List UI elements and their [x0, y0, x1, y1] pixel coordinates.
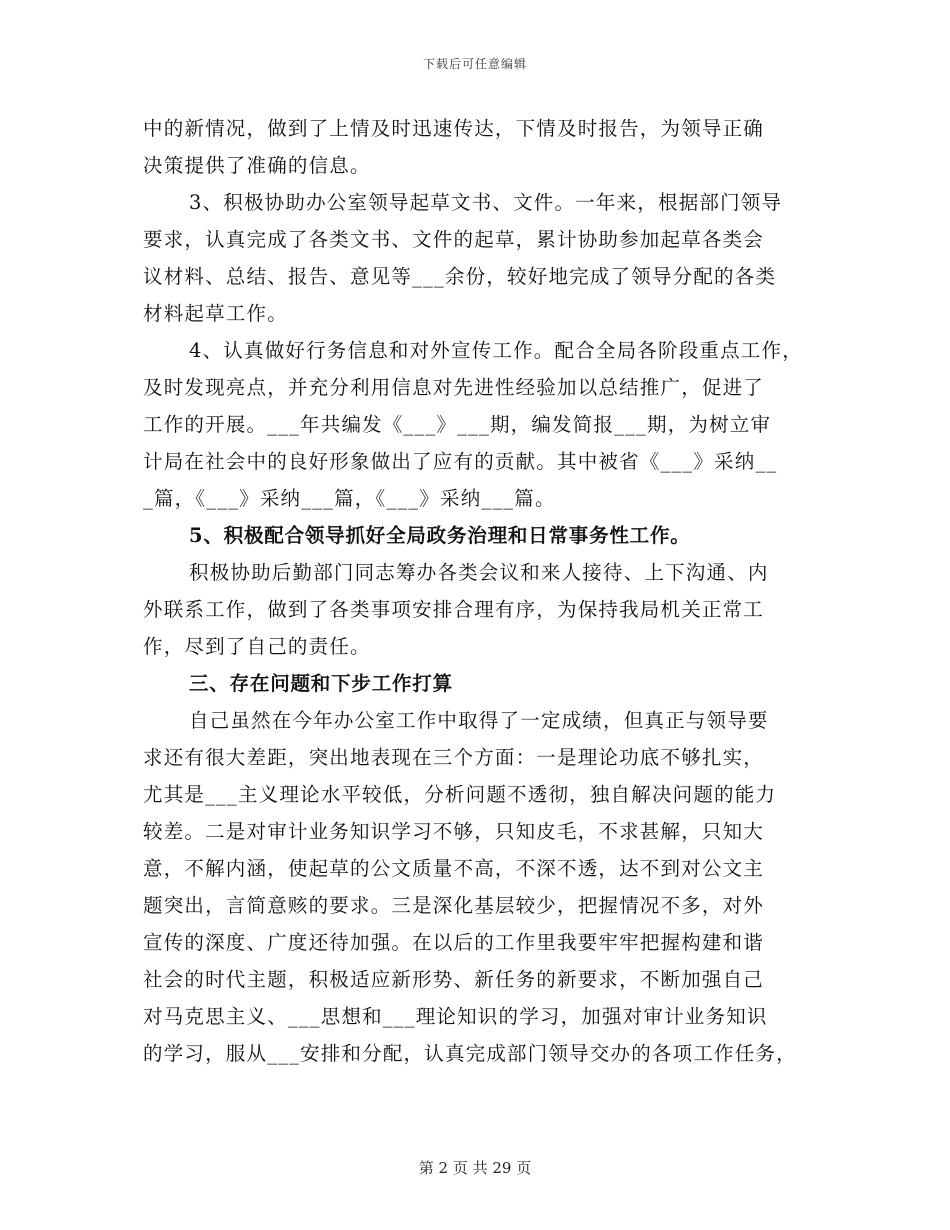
paragraph-line: 尤其是___主义理论水平较低，分析问题不透彻，独自解决问题的能力	[143, 783, 777, 806]
paragraph-line: 题突出，言简意赅的要求。三是深化基层较少，把握情况不多，对外	[143, 894, 765, 917]
paragraph-line: 工作的开展。___年共编发《___》___期，编发简报___期，为树立审	[143, 413, 772, 436]
paragraph-line: 自己虽然在今年办公室工作中取得了一定成绩，但真正与领导要	[189, 709, 769, 732]
paragraph-line: 及时发现亮点，并充分利用信息对先进性经验加以总结推广，促进了	[143, 376, 765, 399]
document-body	[143, 110, 818, 1072]
paragraph-line: 宣传的深度、广度还待加强。在以后的工作里我要牢牢把握构建和谐	[143, 931, 765, 954]
paragraph-line: 作，尽到了自己的责任。	[143, 635, 371, 658]
paragraph-line: 的学习，服从___安排和分配，认真完成部门领导交办的各项工作任务，	[143, 1042, 797, 1065]
paragraph-line: 要求，认真完成了各类文书、文件的起草，累计协助参加起草各类会	[143, 228, 765, 251]
section-heading: 5、积极配合领导抓好全局政务治理和日常事务性工作。	[189, 524, 691, 547]
page-number: 第 2 页 共 29 页	[418, 1159, 532, 1177]
paragraph-line: _篇，《___》采纳___篇，《___》采纳___篇。	[143, 487, 556, 510]
paragraph-line: 求还有很大差距，突出地表现在三个方面：一是理论功底不够扎实，	[143, 746, 765, 769]
page-header: 下载后可任意编辑	[422, 57, 527, 71]
paragraph-line: 计局在社会中的良好形象做出了应有的贡献。其中被省《___》采纳__	[143, 450, 778, 473]
paragraph-line: 社会的时代主题，积极适应新形势、新任务的新要求，不断加强自己	[143, 968, 765, 991]
paragraph-line: 3、积极协助办公室领导起草文书、文件。一年来，根据部门领导	[189, 191, 783, 214]
paragraph-line: 对马克思主义、___思想和___理论知识的学习，加强对审计业务知识	[143, 1005, 768, 1028]
paragraph-line: 意，不解内涵，使起草的公文质量不高，不深不透，达不到对公文主	[143, 857, 765, 880]
paragraph-line: 4、认真做好行务信息和对外宣传工作。配合全局各阶段重点工作，	[189, 339, 803, 362]
paragraph-line: 较差。二是对审计业务知识学习不够，只知皮毛，不求甚解，只知大	[143, 820, 765, 843]
paragraph-line: 材料起草工作。	[143, 302, 288, 325]
paragraph-line: 中的新情况，做到了上情及时迅速传达，下情及时报告，为领导正确	[143, 117, 765, 140]
section-heading: 三、存在问题和下步工作打算	[189, 672, 453, 695]
paragraph-line: 议材料、总结、报告、意见等___余份，较好地完成了领导分配的各类	[143, 265, 777, 288]
paragraph-line: 外联系工作，做到了各类事项安排合理有序，为保持我局机关正常工	[143, 598, 765, 621]
paragraph-line: 积极协助后勤部门同志筹办各类会议和来人接待、上下沟通、内	[189, 561, 769, 584]
paragraph-line: 决策提供了准确的信息。	[143, 154, 371, 177]
